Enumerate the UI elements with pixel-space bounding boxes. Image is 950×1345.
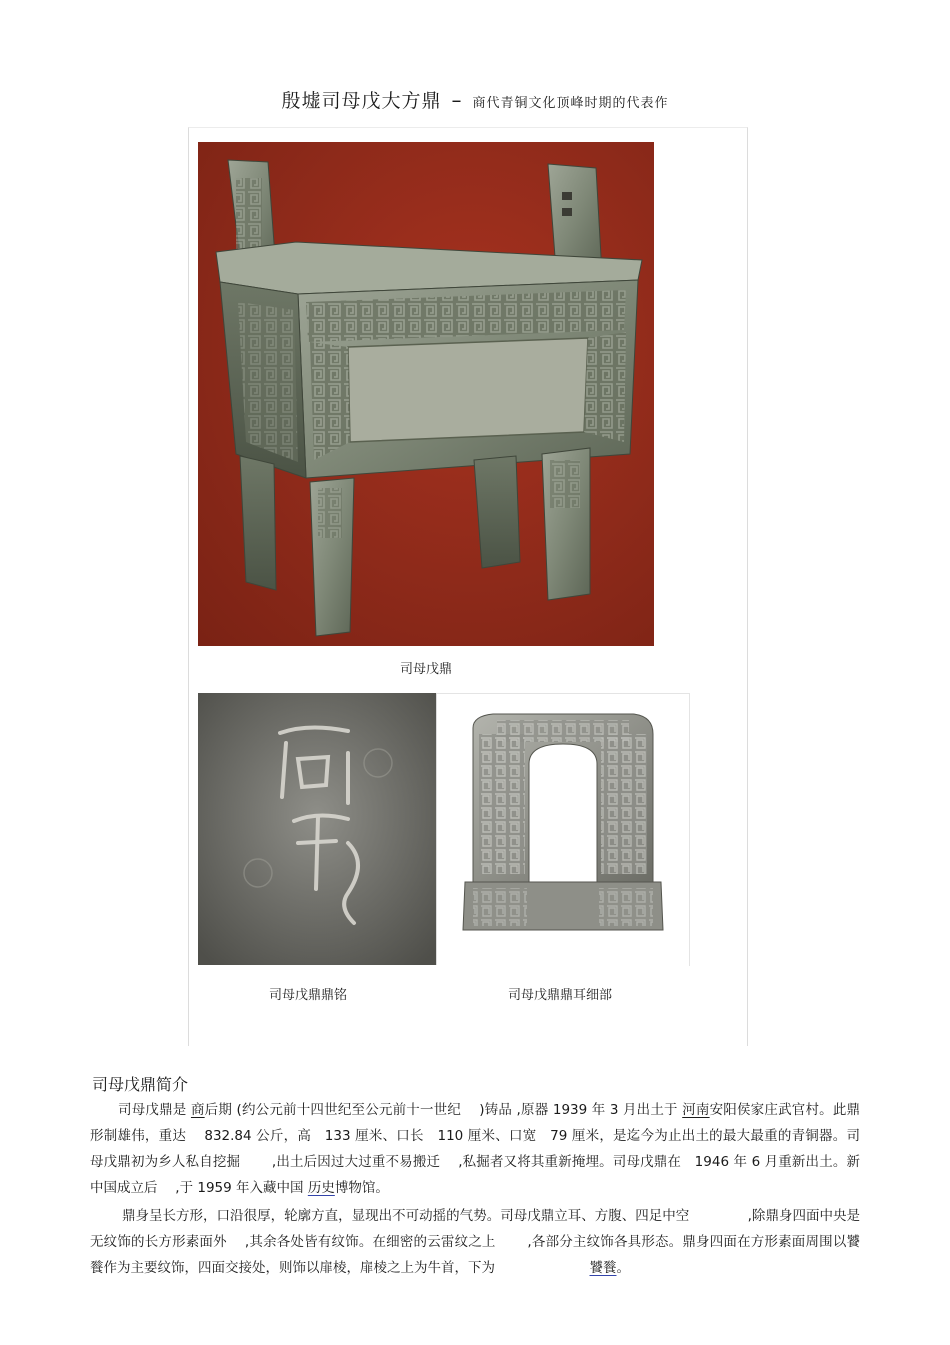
p1-text-d: 博物馆。 <box>334 1180 389 1196</box>
main-image-caption: 司母戊鼎 <box>399 662 452 677</box>
link-henan[interactable]: 河南 <box>682 1102 710 1118</box>
ear-detail-image <box>437 693 690 966</box>
p1-text-b: 后期 (约公元前十四世纪至公元前十一世纪 )铸品 ,原器 1939 年 3 月出土于 <box>204 1102 678 1118</box>
intro-paragraph-1 <box>90 1097 860 1201</box>
p2-text-a: 鼎身呈长方形，口沿很厚，轮廓方直，显现出不可动摇的气势。司母戊鼎立耳、方腹、四足中空 ,除鼎身四面中央是无纹饰的长方形素面外 ,其余各处皆有纹饰。在细密的云雷纹之上 ,各部分主纹饰各具形态。鼎身四面在方形素面周围以饕餮作为主要纹饰，四面交接处，则饰以扉棱，扉棱之上为牛首，下为 <box>90 1208 860 1276</box>
section-heading: 司母戊鼎简介 <box>92 1075 189 1094</box>
document-title <box>0 86 950 113</box>
intro-paragraph-2 <box>90 1203 860 1281</box>
ding-main-image <box>198 142 654 646</box>
title-main: 殷墟司母戊大方鼎 <box>281 90 442 112</box>
inscription-caption: 司母戊鼎鼎铭 <box>268 988 347 1003</box>
inscription-illustration <box>198 693 436 965</box>
link-taotie[interactable]: 饕餮 <box>589 1260 617 1276</box>
link-history[interactable]: 历史 <box>307 1180 335 1196</box>
title-dash: – <box>451 88 463 112</box>
p2-text-b: 。 <box>616 1260 630 1276</box>
link-shang[interactable]: 商 <box>190 1102 205 1118</box>
ear-caption: 司母戊鼎鼎耳细部 <box>507 988 612 1003</box>
inscription-image <box>198 693 437 965</box>
ear-illustration <box>437 694 689 966</box>
p1-text-c: 安阳侯家庄武官村。此鼎形制雄伟，重达 832.84 公斤，高 133 厘米、口长 110 厘米、口宽 79 厘米，是迄今为止出土的最大最重的青铜器。司母戊鼎初为乡人私自挖掘 ,出土后因过大过重不易搬迁 ,私掘者又将其重新掩埋。司母戊鼎在 1946 年 6 月重新出土。新中国成立后 ,于 1959 年入藏中国 <box>90 1102 861 1196</box>
ding-illustration <box>198 142 654 646</box>
title-subtitle: 商代青铜文化顶峰时期的代表作 <box>472 96 669 111</box>
p1-text-a: 司母戊鼎是 <box>118 1102 187 1118</box>
